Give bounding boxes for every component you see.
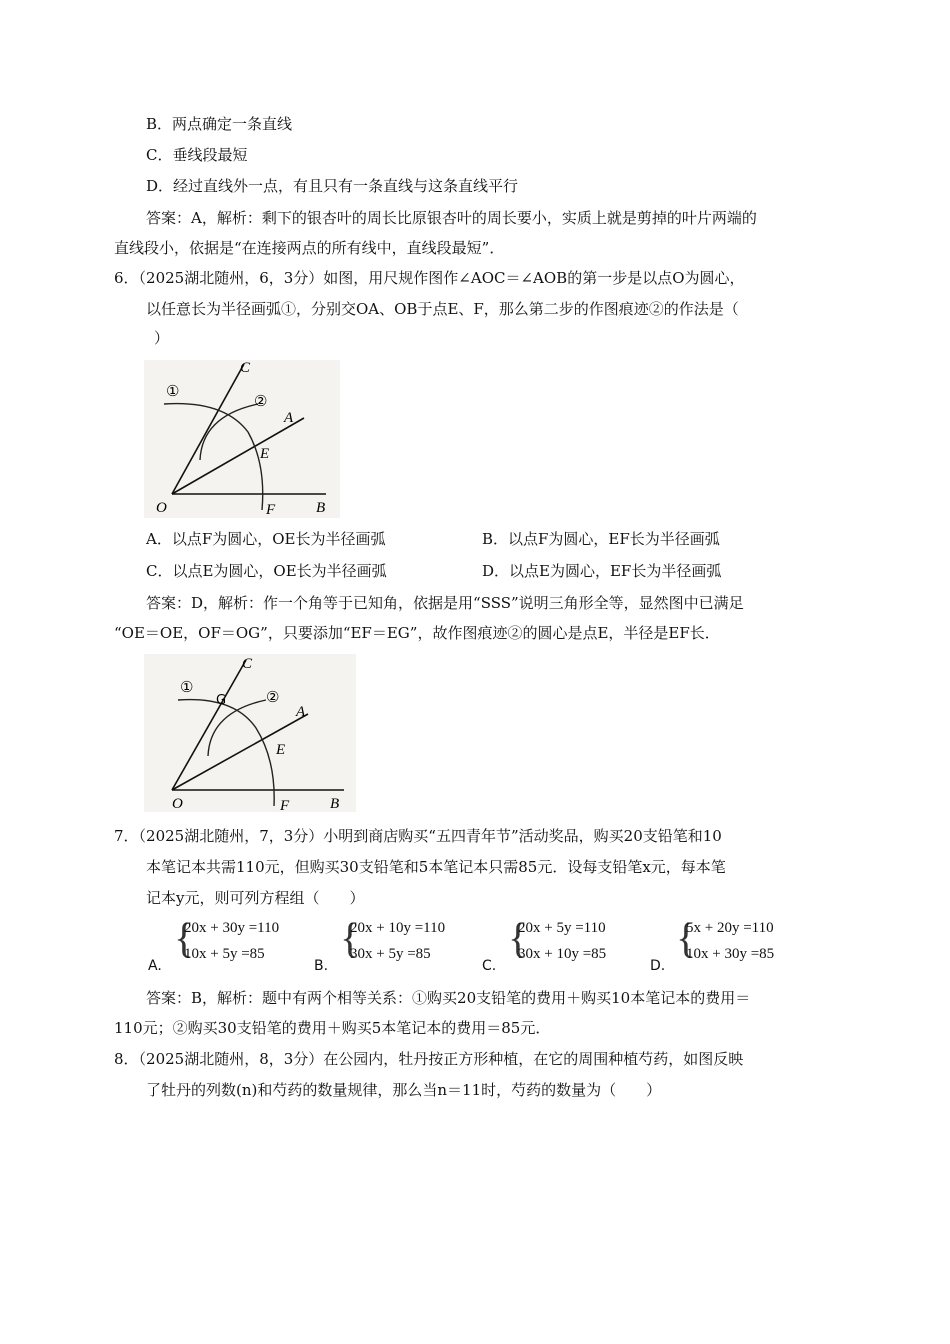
- label-b: B: [316, 500, 326, 516]
- q6-figure2-svg: [144, 654, 356, 812]
- q6-option-c: C．以点E为圆心，OE长为半径画弧: [146, 562, 387, 580]
- q7-option-a-eq1: 20x + 30y =110: [184, 920, 280, 936]
- q7-option-d: [650, 918, 810, 978]
- q7-option-b: [314, 918, 474, 978]
- q6-stem-line2: 以任意长为半径画弧①，分别交OA、OB于点E、F，那么第二步的作图痕迹②的作法是（: [146, 300, 739, 318]
- q7-option-a: [148, 918, 308, 978]
- label-o: O: [156, 500, 167, 516]
- q7-stem-line1: 7．（2025湖北随州，7，3分）小明到商店购买“五四青年节”活动奖品，购买20支铅笔和10: [114, 827, 722, 845]
- q7-option-a-eq2: 10x + 5y =85: [184, 946, 265, 962]
- q6-figure-answer: [144, 654, 356, 812]
- q6-figure-svg: [144, 360, 340, 518]
- label-g: G: [216, 693, 227, 708]
- label-e-2: E: [276, 742, 286, 758]
- q7-stem-line2: 本笔记本共需110元，但购买30支铅笔和5本笔记本只需85元．设每支铅笔x元，每本笔: [146, 858, 726, 876]
- q5-option-d: D．经过直线外一点，有且只有一条直线与这条直线平行: [146, 177, 519, 195]
- label-a-2: A: [296, 704, 306, 720]
- q6-answer-line2: “OE＝OE，OF＝OG”，只要添加“EF＝EG”，故作图痕迹②的圆心是点E，半径是EF长．: [114, 624, 720, 642]
- q7-option-a-label: A.: [148, 958, 162, 974]
- arc-2b: [208, 700, 266, 756]
- q7-option-c-eq2: 30x + 10y =85: [518, 946, 607, 962]
- q7-stem-line3: 记本y元，则可列方程组（ ）: [146, 889, 365, 907]
- q5-option-b: B．两点确定一条直线: [146, 115, 293, 133]
- q6-option-d: D．以点E为圆心，EF长为半径画弧: [482, 562, 722, 580]
- q7-option-c: [482, 918, 642, 978]
- q6-option-b: B．以点F为圆心，EF长为半径画弧: [482, 530, 720, 548]
- q7-option-d-label: D.: [650, 958, 666, 974]
- q7-option-b-eq1: 20x + 10y =110: [350, 920, 446, 936]
- label-circle-1-2: ①: [180, 678, 194, 696]
- brace-icon: {: [676, 916, 697, 962]
- label-circle-2: ②: [254, 392, 268, 410]
- q6-stem-line1: 6．（2025湖北随州，6，3分）如图，用尺规作图作∠AOC＝∠AOB的第一步是以点O为圆心，: [114, 269, 745, 287]
- label-c-2: C: [242, 656, 253, 672]
- q6-answer-line1: 答案：D，解析：作一个角等于已知角，依据是用“SSS”说明三角形全等，显然图中已满足: [146, 594, 744, 612]
- brace-icon: {: [174, 916, 195, 962]
- q6-option-a: A．以点F为圆心，OE长为半径画弧: [146, 530, 386, 548]
- ray-oc: [172, 364, 244, 494]
- ray-oa: [172, 418, 304, 494]
- label-f: F: [266, 502, 276, 518]
- label-circle-2-2: ②: [266, 688, 280, 706]
- label-circle-1: ①: [166, 382, 180, 400]
- label-c: C: [240, 360, 251, 376]
- label-e: E: [260, 446, 270, 462]
- label-a: A: [284, 410, 294, 426]
- label-o-2: O: [172, 796, 183, 812]
- q7-option-c-label: C.: [482, 958, 497, 974]
- q7-option-d-eq2: 10x + 30y =85: [686, 946, 775, 962]
- q7-option-b-label: B.: [314, 958, 329, 974]
- q8-stem-line2: 了牡丹的列数(n)和芍药的数量规律，那么当n＝11时，芍药的数量为（ ）: [146, 1081, 662, 1099]
- q5-answer-line1: 答案：A，解析：剩下的银杏叶的周长比原银杏叶的周长要小，实质上就是剪掉的叶片两端的: [146, 209, 757, 227]
- q8-stem-line1: 8．（2025湖北随州，8，3分）在公园内，牡丹按正方形种植，在它的周围种植芍药，如图反映: [114, 1050, 744, 1068]
- q5-answer-line2: 直线段小，依据是“在连接两点的所有线中，直线段最短”．: [114, 239, 505, 257]
- q7-answer-line1: 答案：B，解析：题中有两个相等关系：①购买20支铅笔的费用＋购买10本笔记本的费用＝: [146, 989, 751, 1007]
- q5-option-c: C．垂线段最短: [146, 146, 248, 164]
- q7-option-c-eq1: 20x + 5y =110: [518, 920, 606, 936]
- label-f-2: F: [280, 798, 290, 812]
- brace-icon: {: [340, 916, 361, 962]
- q6-figure-construction: [144, 360, 340, 518]
- q7-answer-line2: 110元；②购买30支铅笔的费用＋购买5本笔记本的费用＝85元．: [114, 1019, 551, 1037]
- q7-option-d-eq1: 5x + 20y =110: [686, 920, 774, 936]
- brace-icon: {: [508, 916, 529, 962]
- q6-stem-line3: ）: [154, 329, 170, 347]
- ray-oa-2: [172, 714, 308, 790]
- label-b-2: B: [330, 796, 340, 812]
- arc-2: [200, 404, 258, 460]
- q7-option-b-eq2: 30x + 5y =85: [350, 946, 431, 962]
